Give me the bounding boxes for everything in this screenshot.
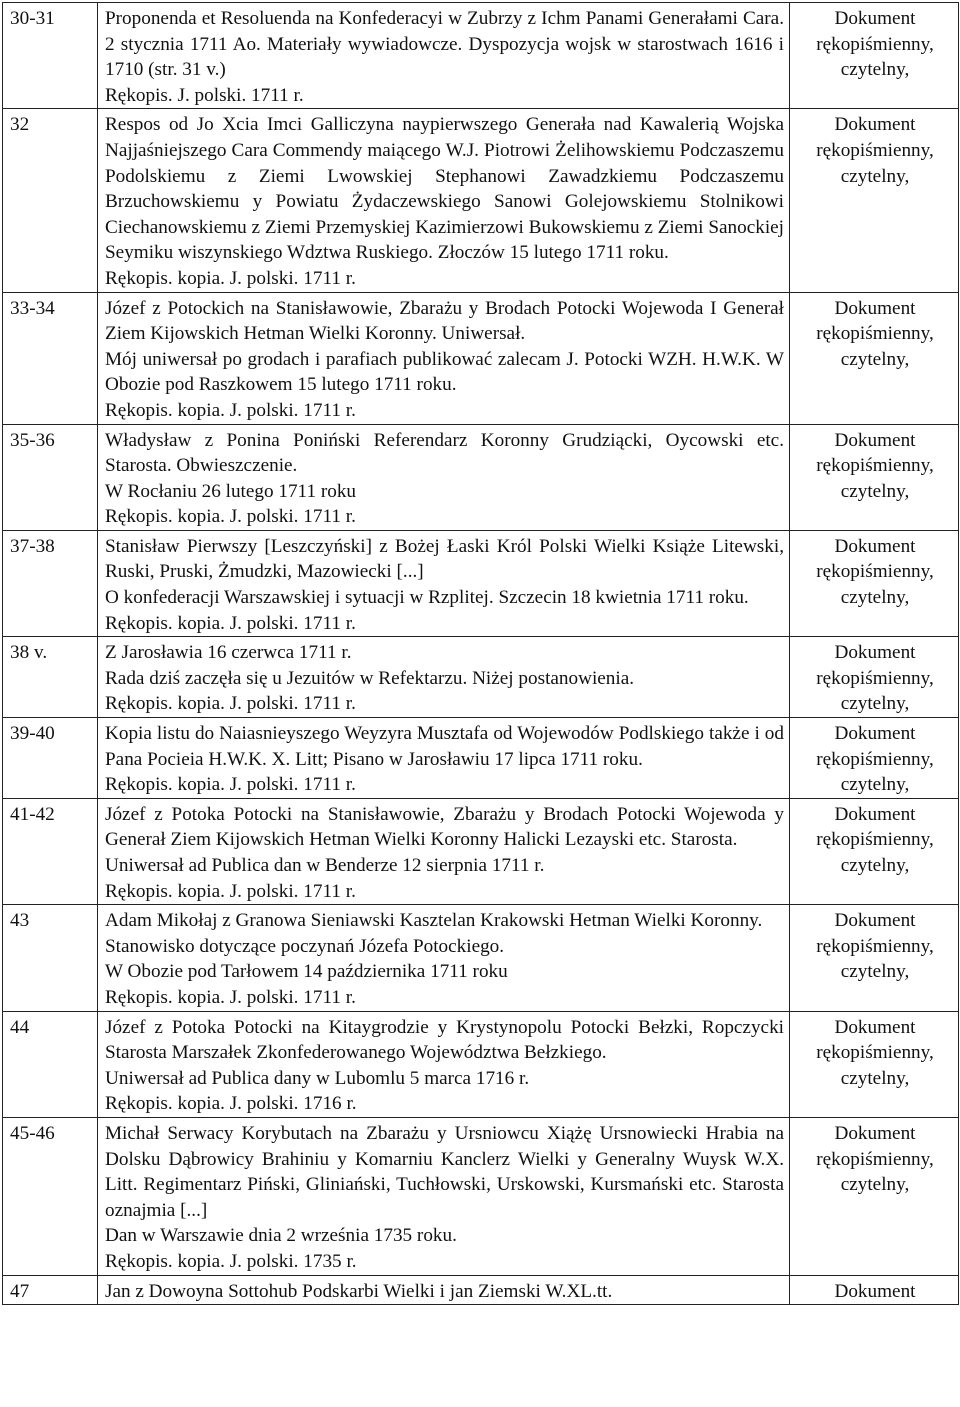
description-line: Uniwersał ad Publica dan w Benderze 12 sierpnia 1711 r. <box>105 855 545 876</box>
document-type-line: czytelny, <box>840 480 910 502</box>
table-row <box>3 109 959 292</box>
description-cell <box>98 292 790 424</box>
document-type-line: czytelny, <box>840 348 910 370</box>
description-cell <box>98 3 790 109</box>
description-line: Kopia listu do Naiasnieyszego Weyzyra Musztafa od Wojewodów Podlskiego także i od Pana Pocieia H.W.K. X. Litt; Pisano w Jarosławiu 17 lipca 1711 roku. <box>105 723 784 770</box>
table-row <box>3 1275 959 1305</box>
document-type-line: Dokument <box>834 1122 916 1144</box>
description-line: Rękopis. kopia. J. polski. 1711 r. <box>105 880 356 902</box>
page-number-cell: 47 <box>3 1275 98 1305</box>
document-type-line: rękopiśmienny, <box>816 1148 934 1170</box>
description-line: Stanowisko dotyczące poczynań Józefa Potockiego. <box>105 935 505 957</box>
document-type-line: rękopiśmienny, <box>816 935 934 957</box>
document-type-line: rękopiśmienny, <box>816 829 934 851</box>
document-type-line: Dokument <box>834 429 916 451</box>
description-line: Rękopis. kopia. J. polski. 1711 r. <box>105 774 356 796</box>
description-line: Uniwersał ad Publica dany w Lubomlu 5 marca 1716 r. <box>105 1067 530 1089</box>
description-line: Rękopis. kopia. J. polski. 1716 r. <box>105 1093 357 1115</box>
table-row <box>3 530 959 636</box>
description-line: Michał Serwacy Korybutach na Zbarażu y Ursniowcu Xiążę Ursnowiecki Hrabia na Dolsku Dąbrowicy Brahiniu y Komarniu Kanclerz Wielki y Generalny Wuysk W.X. Litt. Regimentarz Piński, Gliniański, Tuchłowski, Urskowski, Kursmański etc. Starosta oznajmia [...] <box>105 1122 784 1221</box>
description-line: Rękopis. J. polski. 1711 r. <box>105 84 304 106</box>
document-type-cell <box>790 1117 959 1275</box>
document-type-cell <box>790 3 959 109</box>
page-number-cell: 30-31 <box>3 3 98 109</box>
document-type-cell <box>790 637 959 718</box>
document-type-line: rękopiśmienny, <box>816 561 934 583</box>
document-type-line: Dokument <box>834 642 916 664</box>
page-number-cell: 38 v. <box>3 637 98 718</box>
document-type-line: rękopiśmienny, <box>816 139 934 161</box>
document-type-line: Dokument <box>834 8 916 29</box>
description-line: Jan z Dowoyna Sottohub Podskarbi Wielki i jan Ziemski W.XL.tt. <box>105 1280 613 1302</box>
document-type-line: rękopiśmienny, <box>816 455 934 477</box>
document-type-line: czytelny, <box>840 855 910 876</box>
page-number-cell: 35-36 <box>3 424 98 530</box>
description-line: Mój uniwersał po grodach i parafiach publikować zalecam J. Potocki WZH. H.W.K. W Obozie pod Raszkowem 15 lutego 1711 roku. <box>105 348 784 396</box>
page-number-cell: 45-46 <box>3 1117 98 1275</box>
document-type-cell <box>790 424 959 530</box>
document-type-line: czytelny, <box>840 961 910 983</box>
description-line: Adam Mikołaj z Granowa Sieniawski Kasztelan Krakowski Hetman Wielki Koronny. <box>105 910 763 932</box>
description-cell <box>98 798 790 904</box>
document-type-line: Dokument <box>834 803 916 825</box>
page-number-cell: 39-40 <box>3 718 98 799</box>
document-type-cell <box>790 1011 959 1117</box>
document-type-line: czytelny, <box>840 1174 910 1196</box>
page-number-cell: 43 <box>3 905 98 1011</box>
document-type-line: czytelny, <box>840 587 910 609</box>
description-line: Rękopis. kopia. J. polski. 1711 r. <box>105 399 356 421</box>
table-row <box>3 798 959 904</box>
description-line: Rękopis. kopia. J. polski. 1711 r. <box>105 506 356 528</box>
description-cell <box>98 1117 790 1275</box>
description-cell <box>98 718 790 799</box>
page-number-cell: 32 <box>3 109 98 292</box>
description-line: Rękopis. kopia. J. polski. 1711 r. <box>105 612 356 634</box>
document-type-line: Dokument <box>834 1016 916 1038</box>
table-row <box>3 3 959 109</box>
document-type-line: czytelny, <box>840 59 910 81</box>
table-row <box>3 637 959 718</box>
description-line: Respos od Jo Xcia Imci Galliczyna naypierwszego Generała nad Kawalerią Wojska Najjaśniejszego Cara Commendy maiącego W.J. Piotrowi Żelihowskiemu Podczaszemu Podolskiemu z Ziemi Lwowskiej Stephanowi Zawadzkiemu Podczaszemu Brzuchowskiemu y Powiatu Żydaczewskiego Sanowi Golejowskiemu Stolnikowi Ciechanowskiemu z Ziemi Przemyskiej Kazimierzowi Bukowskiemu z Ziemi Sanockiej Seymiku wiszynskiego Wdztwa Ruskiego. Złoczów 15 lutego 1711 roku. <box>105 114 784 264</box>
description-cell <box>98 637 790 718</box>
table-row <box>3 1011 959 1117</box>
description-line: Rękopis. kopia. J. polski. 1711 r. <box>105 986 356 1008</box>
page-number-cell: 41-42 <box>3 798 98 904</box>
description-line: Rada dziś zaczęła się u Jezuitów w Refektarzu. Niżej postanowienia. <box>105 667 635 689</box>
description-line: Józef z Potockich na Stanisławowie, Zbarażu y Brodach Potocki Wojewoda I Generał Ziem Kijowskich Hetman Wielki Koronny. Uniwersał. <box>105 297 784 345</box>
document-type-cell <box>790 718 959 799</box>
description-line: W Rocłaniu 26 lutego 1711 roku <box>105 480 357 502</box>
document-type-line: rękopiśmienny, <box>816 323 934 345</box>
table-row <box>3 905 959 1011</box>
document-type-line: czytelny, <box>840 165 910 187</box>
document-type-line: Dokument <box>834 535 916 557</box>
document-type-cell <box>790 292 959 424</box>
document-type-line: rękopiśmienny, <box>816 748 934 770</box>
description-line: Rękopis. kopia. J. polski. 1735 r. <box>105 1250 357 1272</box>
document-type-cell <box>790 1275 959 1305</box>
document-type-cell <box>790 109 959 292</box>
description-line: Z Jarosławia 16 czerwca 1711 r. <box>105 642 352 664</box>
document-type-line: Dokument <box>834 723 916 745</box>
description-cell <box>98 1011 790 1117</box>
description-line: Józef z Potoka Potocki na Stanisławowie, Zbarażu y Brodach Potocki Wojewoda y Generał Ziem Kijowskich Hetman Wielki Koronny Halicki Lezayski etc. Starosta. <box>105 803 784 851</box>
document-type-cell <box>790 905 959 1011</box>
description-line: Władysław z Ponina Poniński Referendarz Koronny Grudziącki, Oycowski etc. Starosta. Obwieszczenie. <box>105 429 784 477</box>
document-table-body <box>3 3 959 1305</box>
description-line: Stanisław Pierwszy [Leszczyński] z Bożej Łaski Król Polski Wielki Książe Litewski, Ruski, Pruski, Żmudzki, Mazowiecki [...] <box>105 535 784 583</box>
page-number-cell: 37-38 <box>3 530 98 636</box>
document-table <box>2 2 959 1305</box>
document-type-line: rękopiśmienny, <box>816 667 934 689</box>
description-line: O konfederacji Warszawskiej i sytuacji w Rzplitej. Szczecin 18 kwietnia 1711 roku. <box>105 587 749 609</box>
description-line: Rękopis. kopia. J. polski. 1711 r. <box>105 693 356 715</box>
document-type-cell <box>790 530 959 636</box>
page-number-cell: 44 <box>3 1011 98 1117</box>
table-row <box>3 424 959 530</box>
page-number-cell: 33-34 <box>3 292 98 424</box>
document-type-line: Dokument <box>834 910 916 932</box>
document-type-line: Dokument <box>834 114 916 136</box>
description-cell <box>98 109 790 292</box>
table-row <box>3 292 959 424</box>
document-type-line: rękopiśmienny, <box>816 33 934 55</box>
document-type-line: czytelny, <box>840 693 910 715</box>
description-cell <box>98 1275 790 1305</box>
description-line: Rękopis. kopia. J. polski. 1711 r. <box>105 267 356 289</box>
document-type-line: rękopiśmienny, <box>816 1042 934 1064</box>
description-line: W Obozie pod Tarłowem 14 października 1711 roku <box>105 961 508 983</box>
document-type-cell <box>790 798 959 904</box>
document-type-line: Dokument <box>834 297 916 319</box>
document-type-line: Dokument <box>834 1280 916 1302</box>
document-type-line: czytelny, <box>840 774 910 796</box>
description-line: Proponenda et Resoluenda na Konfederacyi w Zubrzy z Ichm Panami Generałami Cara. 2 stycznia 1711 Ao. Materiały wywiadowcze. Dyspozycja wojsk w starostwach 1616 i 1710 (str. 31 v.) <box>105 8 784 81</box>
table-row <box>3 718 959 799</box>
description-line: Dan w Warszawie dnia 2 września 1735 roku. <box>105 1225 457 1247</box>
description-cell <box>98 424 790 530</box>
document-type-line: czytelny, <box>840 1067 910 1089</box>
description-line: Józef z Potoka Potocki na Kitaygrodzie y Krystynopolu Potocki Bełzki, Ropczycki Starosta Marszałek Zkonfederowanego Województwa Bełzkiego. <box>105 1016 784 1064</box>
description-cell <box>98 905 790 1011</box>
table-row <box>3 1117 959 1275</box>
description-cell <box>98 530 790 636</box>
